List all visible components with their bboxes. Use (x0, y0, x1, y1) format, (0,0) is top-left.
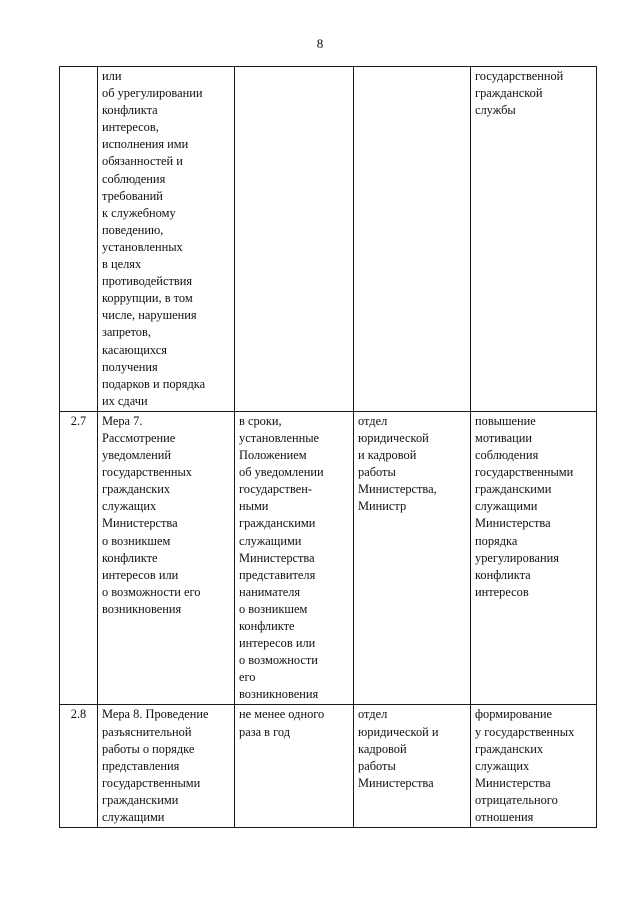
row-number-cell (60, 67, 98, 412)
result-cell: повышение мотивации соблюдения государственными гражданскими служащими Министерства порядка урегулирования конфликта интересов (471, 411, 597, 705)
measures-table (59, 66, 597, 828)
term-cell: не менее одного раза в год (235, 705, 354, 828)
row-number-cell: 2.7 (60, 411, 98, 705)
row-number-cell: 2.8 (60, 705, 98, 828)
responsible-cell (354, 67, 471, 412)
responsible-cell: отдел юридической и кадровой работы Министерства, Министр (354, 411, 471, 705)
page-number: 8 (316, 36, 324, 51)
term-cell (235, 67, 354, 412)
table-row (60, 705, 597, 828)
table-row (60, 411, 597, 705)
measure-cell: или об урегулировании конфликта интересов, исполнения ими обязанностей и соблюдения требований к служебному поведению, установленных в целях противодействия коррупции, в том числе, нарушения запретов, касающихся получения подарков и порядка их сдачи (98, 67, 235, 412)
measure-cell: Мера 8. Проведение разъяснительной работы о порядке представления государственными гражданскими служащими (98, 705, 235, 828)
responsible-cell: отдел юридической и кадровой работы Министерства (354, 705, 471, 828)
result-cell: государственной гражданской службы (471, 67, 597, 412)
term-cell: в сроки, установленные Положением об уведомлении государствен- ными гражданскими служащими Министерства представителя нанимателя о возникшем конфликте интересов или о возможности его возникновения (235, 411, 354, 705)
measure-cell: Мера 7. Рассмотрение уведомлений государственных гражданских служащих Министерства о возникшем конфликте интересов или о возможности его возникновения (98, 411, 235, 705)
result-cell: формирование у государственных гражданских служащих Министерства отрицательного отношения (471, 705, 597, 828)
table-row (60, 67, 597, 412)
